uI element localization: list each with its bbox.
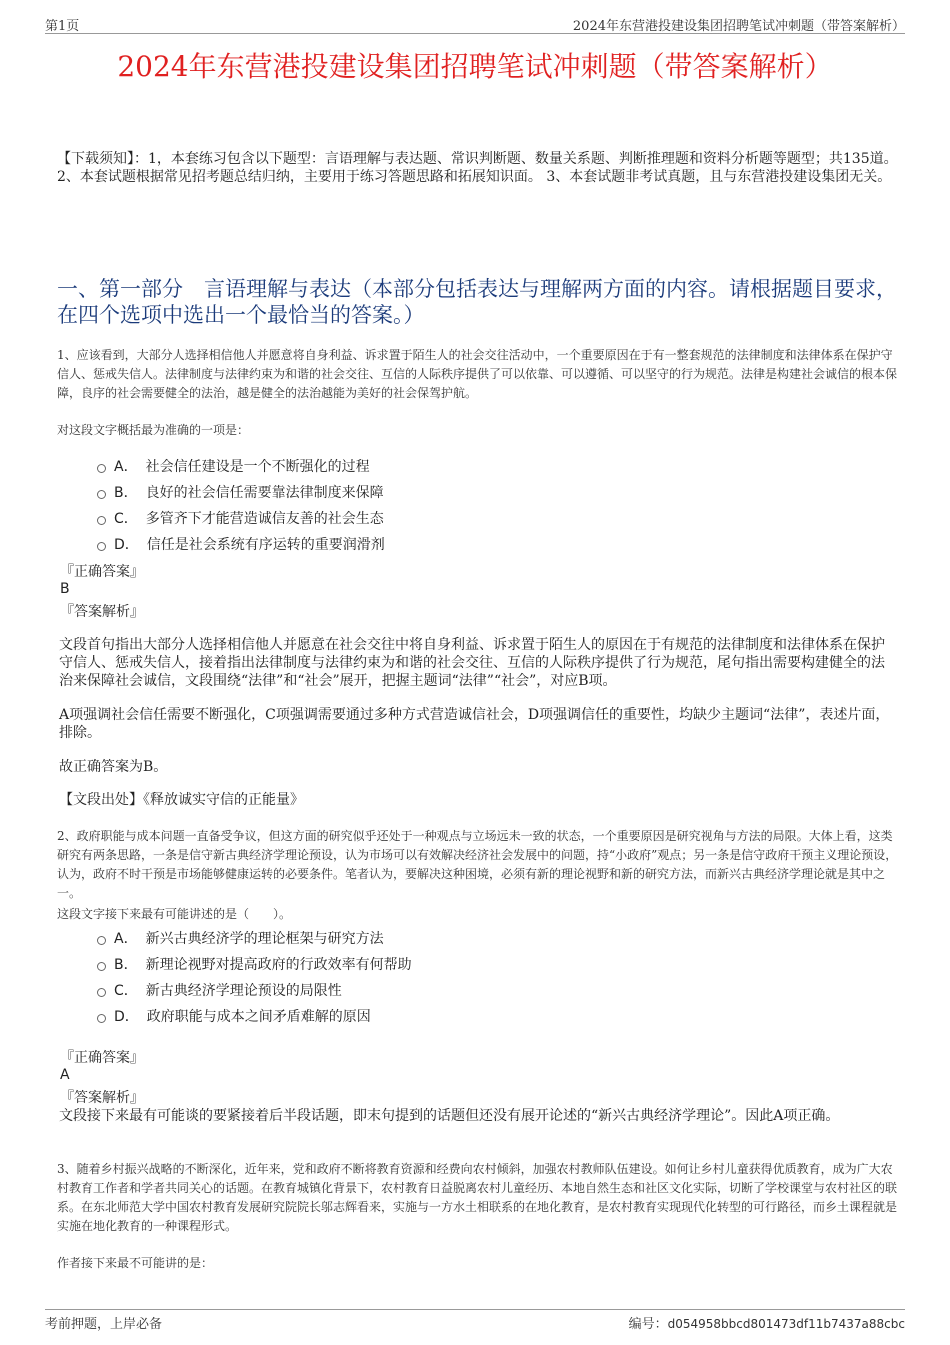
q1-source: 【文段出处】《释放诚实守信的正能量》 (59, 792, 304, 808)
q2-analysis-label: 『答案解析』 (60, 1090, 144, 1106)
q2-prompt: 这段文字接下来最有可能讲述的是（ ）。 (57, 907, 292, 921)
q1-conclusion: 故正确答案为B。 (59, 759, 168, 775)
option-key: B． (114, 485, 138, 501)
q1-option-b[interactable] (97, 482, 384, 502)
option-text: 良好的社会信任需要靠法律制度来保障 (145, 485, 384, 501)
q1-stem: 1、应该看到，大部分人选择相信他人并愿意将自身利益、诉求置于陌生人的社会交往活动中，一个重要原因在于有一整套规范的法律制度和法律体系在保护守信人、惩戒失信人。法律制度与法律约束为和谐的社会交往、互信的人际秩序提供了可以依靠、可以遵循、可以坚守的行为规范。法律是构建社会诚信的根本保障，良序的社会需要健全的法治，越是健全的法治越能为美好的社会保驾护航。 (57, 348, 898, 400)
radio-icon[interactable] (97, 542, 106, 551)
document-code (629, 1313, 905, 1332)
option-text: 政府职能与成本之间矛盾难解的原因 (146, 1009, 371, 1025)
header-divider (45, 33, 905, 34)
radio-icon[interactable] (97, 516, 106, 525)
option-text: 新理论视野对提高政府的行政效率有何帮助 (145, 957, 412, 973)
radio-icon[interactable] (97, 490, 106, 499)
q2-option-a[interactable] (97, 928, 384, 948)
option-key: D． (114, 537, 139, 553)
q2-answer: A (60, 1067, 70, 1083)
option-text: 新古典经济学理论预设的局限性 (145, 983, 342, 999)
q1-analysis-paragraph: A项强调社会信任需要不断强化，C项强调需要通过多种方式营造诚信社会，D项强调信任的重要性，均缺少主题词“法律”，表述片面，排除。 (59, 707, 890, 741)
option-key: D． (114, 1009, 139, 1025)
q1-option-a[interactable] (97, 456, 370, 476)
q3-stem: 3、随着乡村振兴战略的不断深化，近年来，党和政府不断将教育资源和经费向农村倾斜，加强农村教师队伍建设。如何让乡村儿童获得优质教育，成为广大农村教育工作者和学者共同关心的话题。在教育城镇化背景下，农村教育日益脱离农村儿童经历、本地自然生态和社区文化实际，切断了学校课堂与农村社区的联系。在东北师范大学中国农村教育发展研究院院长邬志辉看来，实施与一方水土相联系的在地化教育，是农村教育实现现代化转型的可行路径，而乡土课程就是实施在地化教育的一种课程形式。 (57, 1162, 898, 1233)
option-key: B． (114, 957, 138, 973)
page-title: 2024年东营港投建设集团招聘笔试冲刺题（带答案解析） (117, 50, 833, 83)
option-key: C． (114, 983, 138, 999)
footer-slogan: 考前押题，上岸必备 (45, 1317, 163, 1332)
document-code-value: d054958bbcd801473df11b7437a88cbc (667, 1317, 905, 1331)
q2-analysis-paragraph: 文段接下来最有可能谈的要紧接着后半段话题，即末句提到的话题但还没有展开论述的“新兴古典经济学理论”。因此A项正确。 (59, 1108, 840, 1124)
page-number: 第1页 (45, 19, 80, 34)
q1-option-d[interactable] (97, 534, 385, 554)
option-text: 多管齐下才能营造诚信友善的社会生态 (145, 511, 384, 527)
radio-icon[interactable] (97, 936, 106, 945)
option-key: A． (114, 931, 138, 947)
q2-option-b[interactable] (97, 954, 412, 974)
footer-divider (45, 1309, 905, 1310)
q2-option-c[interactable] (97, 980, 342, 1000)
option-text: 新兴古典经济学的理论框架与研究方法 (145, 931, 384, 947)
q2-stem: 2、政府职能与成本问题一直备受争议，但这方面的研究似乎还处于一种观点与立场远未一致的状态，一个重要原因是研究视角与方法的局限。大体上看，这类研究有两条思路，一条是信守新古典经济学理论预设，认为市场可以有效解决经济社会发展中的问题，持“小政府”观点；另一条是信守政府干预主义理论预设，认为，政府不时干预是市场能够健康运转的必要条件。笔者认为，要解决这种困境，必须有新的理论视野和新的研究方法，而新兴古典经济学理论就是其中之一。 (57, 829, 898, 900)
option-text: 信任是社会系统有序运转的重要润滑剂 (146, 537, 385, 553)
header-doc-title: 2024年东营港投建设集团招聘笔试冲刺题（带答案解析） (572, 19, 905, 34)
option-text: 社会信任建设是一个不断强化的过程 (145, 459, 370, 475)
q1-analysis-label: 『答案解析』 (60, 604, 144, 620)
q1-answer: B (60, 581, 70, 597)
q1-analysis-paragraph: 文段首句指出大部分人选择相信他人并愿意在社会交往中将自身利益、诉求置于陌生人的原因在于有规范的法律制度和法律体系在保护守信人、惩戒失信人，接着指出法律制度与法律约束为和谐的社会交往、互信的人际秩序提供了行为规范，尾句指出需要构建健全的法治来保障社会诚信，文段围绕“法律”和“社会”展开，把握主题词“法律”“社会”，对应B项。 (59, 637, 885, 689)
radio-icon[interactable] (97, 962, 106, 971)
document-code-label: 编号： (628, 1317, 668, 1332)
radio-icon[interactable] (97, 464, 106, 473)
q1-answer-label: 『正确答案』 (60, 564, 144, 580)
option-key: C． (114, 511, 138, 527)
q1-option-c[interactable] (97, 508, 384, 528)
q3-prompt: 作者接下来最不可能讲的是： (57, 1256, 214, 1270)
q2-option-d[interactable] (97, 1006, 371, 1026)
q1-prompt: 对这段文字概括最为准确的一项是： (57, 423, 250, 437)
radio-icon[interactable] (97, 1014, 106, 1023)
option-key: A． (114, 459, 138, 475)
section-heading: 一、第一部分 言语理解与表达（本部分包括表达与理解两方面的内容。请根据题目要求，在四个选项中选出一个最恰当的答案。） (57, 277, 897, 327)
radio-icon[interactable] (97, 988, 106, 997)
download-notice: 【下载须知】：1，本套练习包含以下题型：言语理解与表达题、常识判断题、数量关系题、判断推理题和资料分析题等题型；共135道。 2、本套试题根据常见招考题总结归纳，主要用于练习答题思路和拓展知识面。 3、本套试题非考试真题，且与东营港投建设集团无关。 (57, 151, 898, 185)
q2-answer-label: 『正确答案』 (60, 1050, 144, 1066)
